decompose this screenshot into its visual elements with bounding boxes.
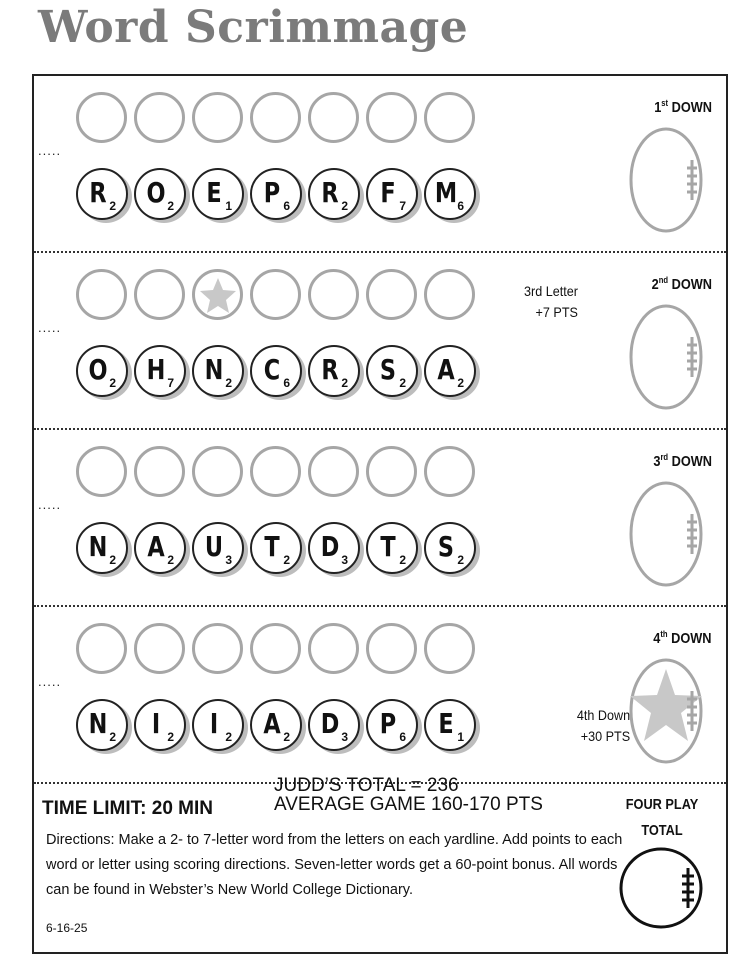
- answer-slot[interactable]: [192, 446, 243, 497]
- tile-points: 2: [225, 376, 232, 390]
- tile-points: 6: [283, 199, 290, 213]
- letter-tile: [134, 168, 186, 220]
- letter-tile: [134, 345, 186, 397]
- down-label: 4th DOWN: [653, 629, 712, 647]
- tile-letter: A: [437, 353, 455, 386]
- down-score-football[interactable]: [628, 303, 704, 411]
- tile-letter: N: [204, 353, 224, 386]
- total-label-line2: TOTAL: [641, 822, 683, 839]
- letter-tile: [366, 522, 418, 574]
- letter-tile: [308, 345, 360, 397]
- answer-slot[interactable]: [366, 623, 417, 674]
- tile-points: 6: [283, 376, 290, 390]
- tile-letter: H: [146, 353, 166, 386]
- tile-points: 3: [341, 730, 348, 744]
- tile-points: 6: [399, 730, 406, 744]
- answer-slot[interactable]: [76, 269, 127, 320]
- tile-points: 2: [167, 199, 174, 213]
- bonus-rule-line: 3rd Letter: [524, 283, 578, 299]
- tile-points: 7: [399, 199, 406, 213]
- tile-letter: U: [204, 530, 224, 563]
- answer-slot[interactable]: [76, 623, 127, 674]
- answer-slot[interactable]: [366, 446, 417, 497]
- letter-tile: [134, 522, 186, 574]
- letter-tile: [250, 168, 302, 220]
- answer-slot[interactable]: [76, 92, 127, 143]
- tile-points: 2: [341, 376, 348, 390]
- answer-slot[interactable]: [366, 269, 417, 320]
- puzzle-date: 6-16-25: [46, 921, 88, 935]
- tile-points: 3: [225, 553, 232, 567]
- letter-tile: [76, 699, 128, 751]
- letter-tile: [134, 699, 186, 751]
- letter-tile: [76, 522, 128, 574]
- tile-points: 2: [399, 376, 406, 390]
- tile-letter: T: [264, 530, 280, 563]
- tile-points: 2: [457, 553, 464, 567]
- down-score-football[interactable]: [628, 480, 704, 588]
- tile-points: 2: [225, 730, 232, 744]
- tile-letter: E: [438, 707, 454, 740]
- letter-tile: [366, 345, 418, 397]
- row-leader-dots: .....: [38, 674, 62, 689]
- down-row: [34, 76, 726, 253]
- tile-letter: S: [437, 530, 455, 563]
- score-stats: [274, 776, 543, 814]
- puzzle-title: Word Scrimmage: [38, 2, 469, 53]
- letter-tile: [250, 345, 302, 397]
- star-icon: [198, 275, 238, 315]
- tile-points: 2: [109, 199, 116, 213]
- tile-letter: M: [434, 176, 458, 209]
- answer-slot[interactable]: [134, 623, 185, 674]
- tile-points: 2: [283, 730, 290, 744]
- game-board: [32, 74, 728, 954]
- tile-points: 2: [109, 376, 116, 390]
- letter-tile: [308, 168, 360, 220]
- down-label: 2nd DOWN: [651, 275, 712, 293]
- tile-points: 3: [341, 553, 348, 567]
- average-game: AVERAGE GAME 160-170 PTS: [274, 794, 543, 815]
- letter-tile: [76, 345, 128, 397]
- tile-letter: S: [379, 353, 397, 386]
- tile-points: 1: [457, 730, 464, 744]
- tile-letter: R: [321, 353, 339, 386]
- letter-tile: [424, 345, 476, 397]
- tile-letter: D: [320, 707, 340, 740]
- four-play-total-label: [620, 792, 705, 844]
- judds-total: JUDD’S TOTAL = 236: [274, 775, 459, 796]
- tile-points: 6: [457, 199, 464, 213]
- down-label: 1st DOWN: [654, 98, 712, 116]
- tile-letter: F: [380, 176, 396, 209]
- letter-tile: [250, 522, 302, 574]
- bonus-rule-line: +30 PTS: [580, 728, 630, 744]
- tile-letter: N: [88, 530, 108, 563]
- letter-tile: [366, 699, 418, 751]
- answer-slot[interactable]: [192, 623, 243, 674]
- tile-points: 2: [109, 553, 116, 567]
- letter-tile: [192, 345, 244, 397]
- row-leader-dots: .....: [38, 143, 62, 158]
- bonus-rule: [577, 705, 630, 747]
- answer-slot[interactable]: [76, 446, 127, 497]
- tile-points: 2: [167, 553, 174, 567]
- letter-tile: [366, 168, 418, 220]
- tile-letter: E: [206, 176, 222, 209]
- answer-slot[interactable]: [134, 269, 185, 320]
- tile-points: 2: [399, 553, 406, 567]
- down-row: [34, 430, 726, 607]
- letter-tile: [308, 522, 360, 574]
- tile-letter: T: [380, 530, 396, 563]
- answer-slot[interactable]: [134, 92, 185, 143]
- bonus-rule: [524, 281, 578, 323]
- down-label: 3rd DOWN: [653, 452, 712, 470]
- letter-tile: [192, 168, 244, 220]
- letter-tile: [424, 522, 476, 574]
- tile-letter: I: [151, 707, 161, 740]
- down-score-football[interactable]: [628, 126, 704, 234]
- tile-letter: O: [146, 176, 166, 209]
- answer-slot[interactable]: [192, 92, 243, 143]
- tile-letter: R: [321, 176, 339, 209]
- answer-slot[interactable]: [250, 446, 301, 497]
- tile-points: 2: [457, 376, 464, 390]
- answer-slot[interactable]: [308, 446, 359, 497]
- answer-slot[interactable]: [424, 269, 475, 320]
- answer-slot[interactable]: [250, 623, 301, 674]
- answer-slot[interactable]: [134, 446, 185, 497]
- answer-slot[interactable]: [424, 92, 475, 143]
- answer-slot[interactable]: [366, 92, 417, 143]
- directions-text: Directions: Make a 2- to 7-letter word from the letters on each yardline. Add points to each word or letter using scoring directions. Seven-letter words get a 60-point bonus. All words can be found in Webster’s New World College Dictionary.: [46, 832, 623, 898]
- tile-letter: A: [263, 707, 281, 740]
- tile-points: 2: [341, 199, 348, 213]
- letter-tile: [308, 699, 360, 751]
- tile-letter: C: [263, 353, 281, 386]
- letter-tile: [424, 168, 476, 220]
- tile-letter: O: [88, 353, 108, 386]
- answer-slot[interactable]: [250, 269, 301, 320]
- row-leader-dots: .....: [38, 497, 62, 512]
- letter-tile: [192, 522, 244, 574]
- tile-points: 7: [167, 376, 174, 390]
- tile-letter: N: [88, 707, 108, 740]
- tile-points: 1: [225, 199, 232, 213]
- letter-tile: [76, 168, 128, 220]
- bonus-rule-line: 4th Down: [576, 707, 630, 723]
- total-score-football[interactable]: [618, 846, 704, 930]
- tile-letter: P: [379, 707, 397, 740]
- letter-tile: [192, 699, 244, 751]
- answer-slot[interactable]: [424, 446, 475, 497]
- tile-letter: I: [209, 707, 219, 740]
- tile-letter: D: [320, 530, 340, 563]
- row-leader-dots: .....: [38, 320, 62, 335]
- answer-slot[interactable]: [250, 92, 301, 143]
- time-limit: TIME LIMIT: 20 MIN: [42, 798, 213, 819]
- tile-points: 2: [109, 730, 116, 744]
- letter-tile: [424, 699, 476, 751]
- total-label-line1: FOUR PLAY: [625, 796, 699, 813]
- bonus-star-slot[interactable]: [192, 269, 243, 320]
- tile-points: 2: [167, 730, 174, 744]
- answer-slot[interactable]: [308, 92, 359, 143]
- down-row: [34, 607, 726, 784]
- down-row: [34, 253, 726, 430]
- answer-slot[interactable]: [424, 623, 475, 674]
- letter-tile: [250, 699, 302, 751]
- down-score-football[interactable]: [628, 657, 704, 765]
- answer-slot[interactable]: [308, 623, 359, 674]
- tile-points: 2: [283, 553, 290, 567]
- tile-letter: P: [263, 176, 281, 209]
- tile-letter: A: [147, 530, 165, 563]
- answer-slot[interactable]: [308, 269, 359, 320]
- bonus-rule-line: +7 PTS: [535, 304, 578, 320]
- tile-letter: R: [89, 176, 107, 209]
